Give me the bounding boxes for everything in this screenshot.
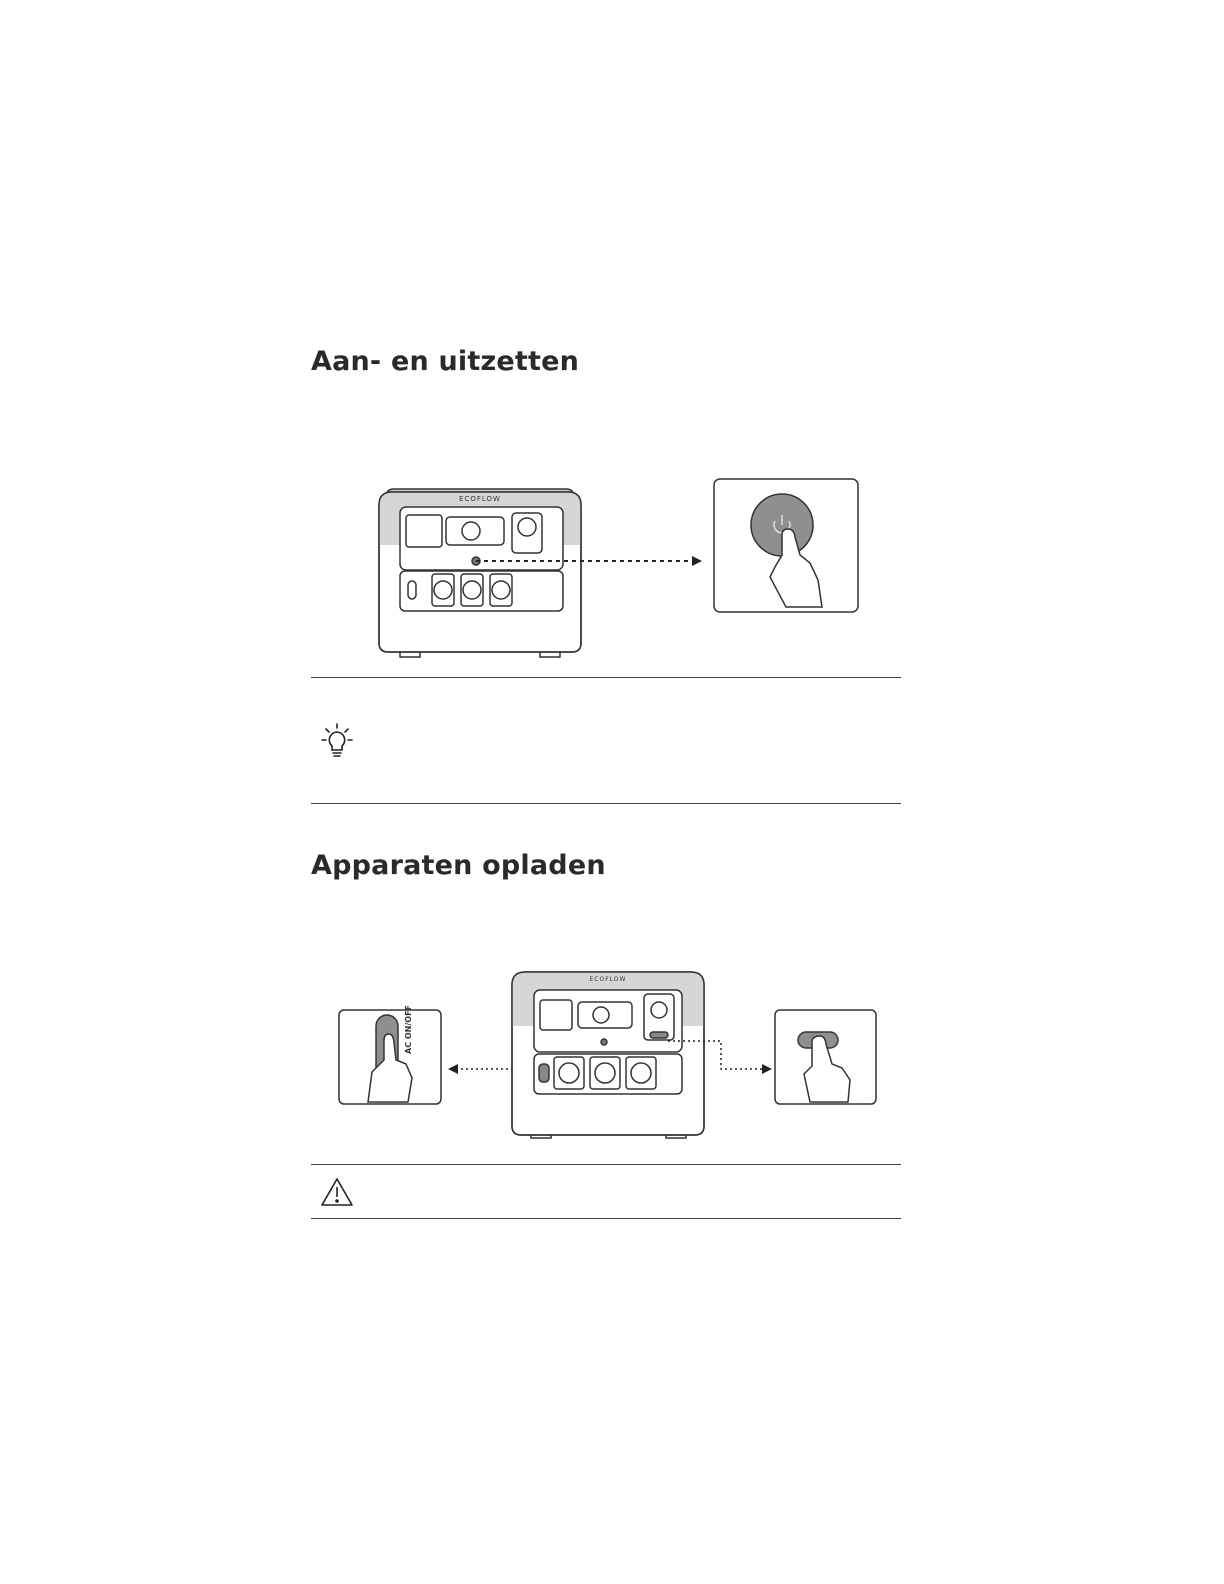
arrow-head-icon — [692, 556, 702, 566]
section-title-charging: Apparaten opladen — [311, 850, 606, 881]
ac-switch-closeup — [339, 1010, 441, 1104]
divider — [311, 1164, 901, 1165]
charging-illustration — [336, 968, 881, 1143]
section-title-power: Aan- en uitzetten — [311, 346, 580, 377]
power-station-drawing — [512, 972, 704, 1138]
power-on-illustration — [370, 475, 870, 665]
arrow-head-icon — [448, 1064, 458, 1074]
brand-label: ECOFLOW — [459, 495, 501, 503]
lightbulb-icon — [321, 722, 353, 758]
warning-triangle-icon — [320, 1177, 354, 1207]
brand-label: ECOFLOW — [589, 976, 627, 983]
arrow-head-icon — [762, 1064, 772, 1074]
usb-c-port-closeup — [775, 1010, 876, 1104]
power-button-closeup — [714, 479, 858, 612]
ac-switch-label: AC ON/OFF — [404, 1005, 413, 1054]
divider — [311, 1218, 901, 1219]
divider — [311, 677, 901, 678]
divider — [311, 803, 901, 804]
power-station-drawing — [379, 489, 581, 657]
